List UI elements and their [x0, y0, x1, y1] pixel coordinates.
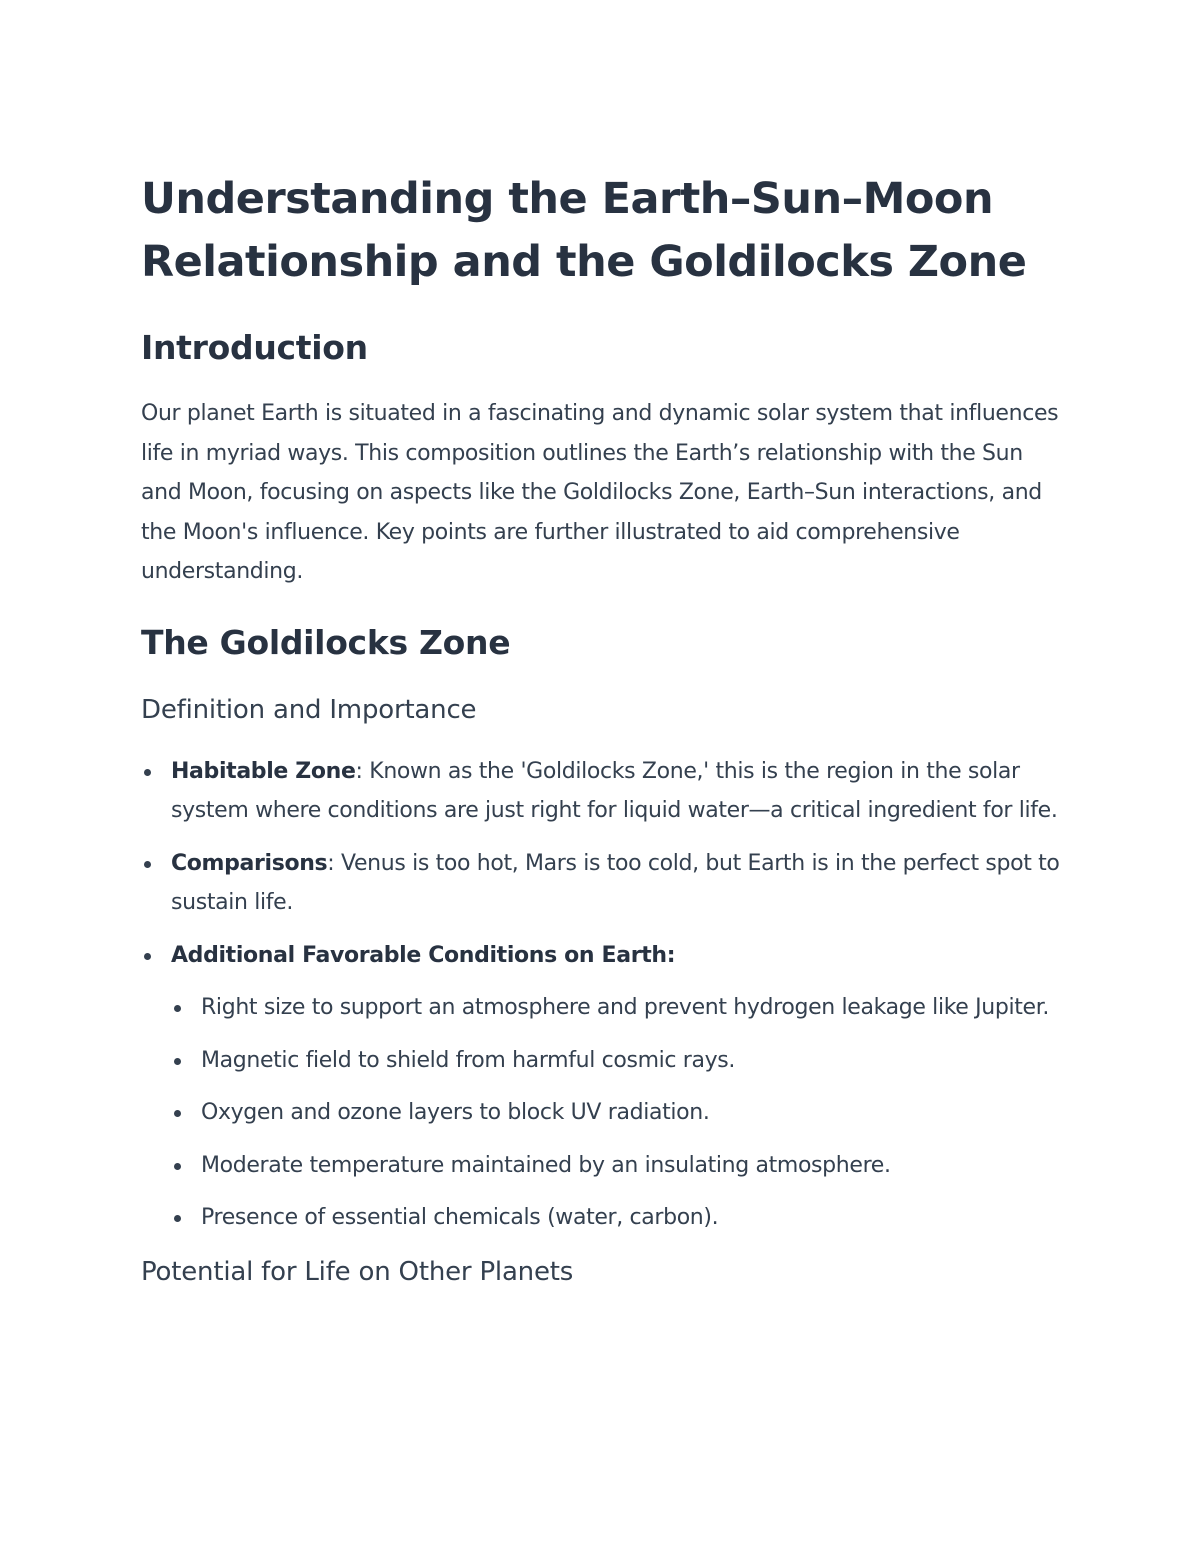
- text-additional-conditions: :: [666, 942, 676, 968]
- term-additional-conditions: Additional Favorable Conditions on Earth: [171, 942, 667, 968]
- sublist-item: Magnetic field to shield from harmful cosmic rays.: [171, 1041, 1061, 1081]
- document-page: [141, 168, 1061, 1290]
- sublist-item: Right size to support an atmosphere and prevent hydrogen leakage like Jupiter.: [171, 988, 1061, 1028]
- sublist-item: Presence of essential chemicals (water, carbon).: [171, 1198, 1061, 1238]
- term-comparisons: Comparisons: [171, 850, 328, 876]
- term-habitable-zone: Habitable Zone: [171, 758, 356, 784]
- sublist-item: Oxygen and ozone layers to block UV radiation.: [171, 1093, 1061, 1133]
- introduction-paragraph: Our planet Earth is situated in a fascinating and dynamic solar system that influences life in myriad ways. This composition outlines the Earth’s relationship with the Sun and Moon, focusing on aspects like the Goldilocks Zone, Earth–Sun interactions, and the Moon's influence. Key points are further illustrated to aid comprehensive understanding.: [141, 401, 1059, 584]
- list-item-comparisons: [141, 844, 1061, 923]
- definition-list: [141, 752, 1061, 1238]
- sublist-item: Moderate temperature maintained by an insulating atmosphere.: [171, 1146, 1061, 1186]
- text-habitable-zone: : Known as the 'Goldilocks Zone,' this is the region in the solar system where conditions are just right for liquid water—a critical ingredient for life.: [171, 758, 1058, 823]
- text-comparisons: : Venus is too hot, Mars is too cold, but Earth is in the perfect spot to sustain life.: [171, 850, 1060, 915]
- conditions-sublist: [171, 988, 1061, 1238]
- subsection-heading-definition: Definition and Importance: [141, 694, 477, 725]
- list-item-habitable-zone: [141, 752, 1061, 831]
- list-item-additional-conditions: [141, 936, 1061, 1238]
- subsection-heading-potential-life: Potential for Life on Other Planets: [141, 1256, 574, 1287]
- section-heading-goldilocks-zone: The Goldilocks Zone: [141, 622, 511, 662]
- document-title: Understanding the Earth–Sun–Moon Relationship and the Goldilocks Zone: [141, 174, 1027, 287]
- section-heading-introduction: Introduction: [141, 328, 368, 367]
